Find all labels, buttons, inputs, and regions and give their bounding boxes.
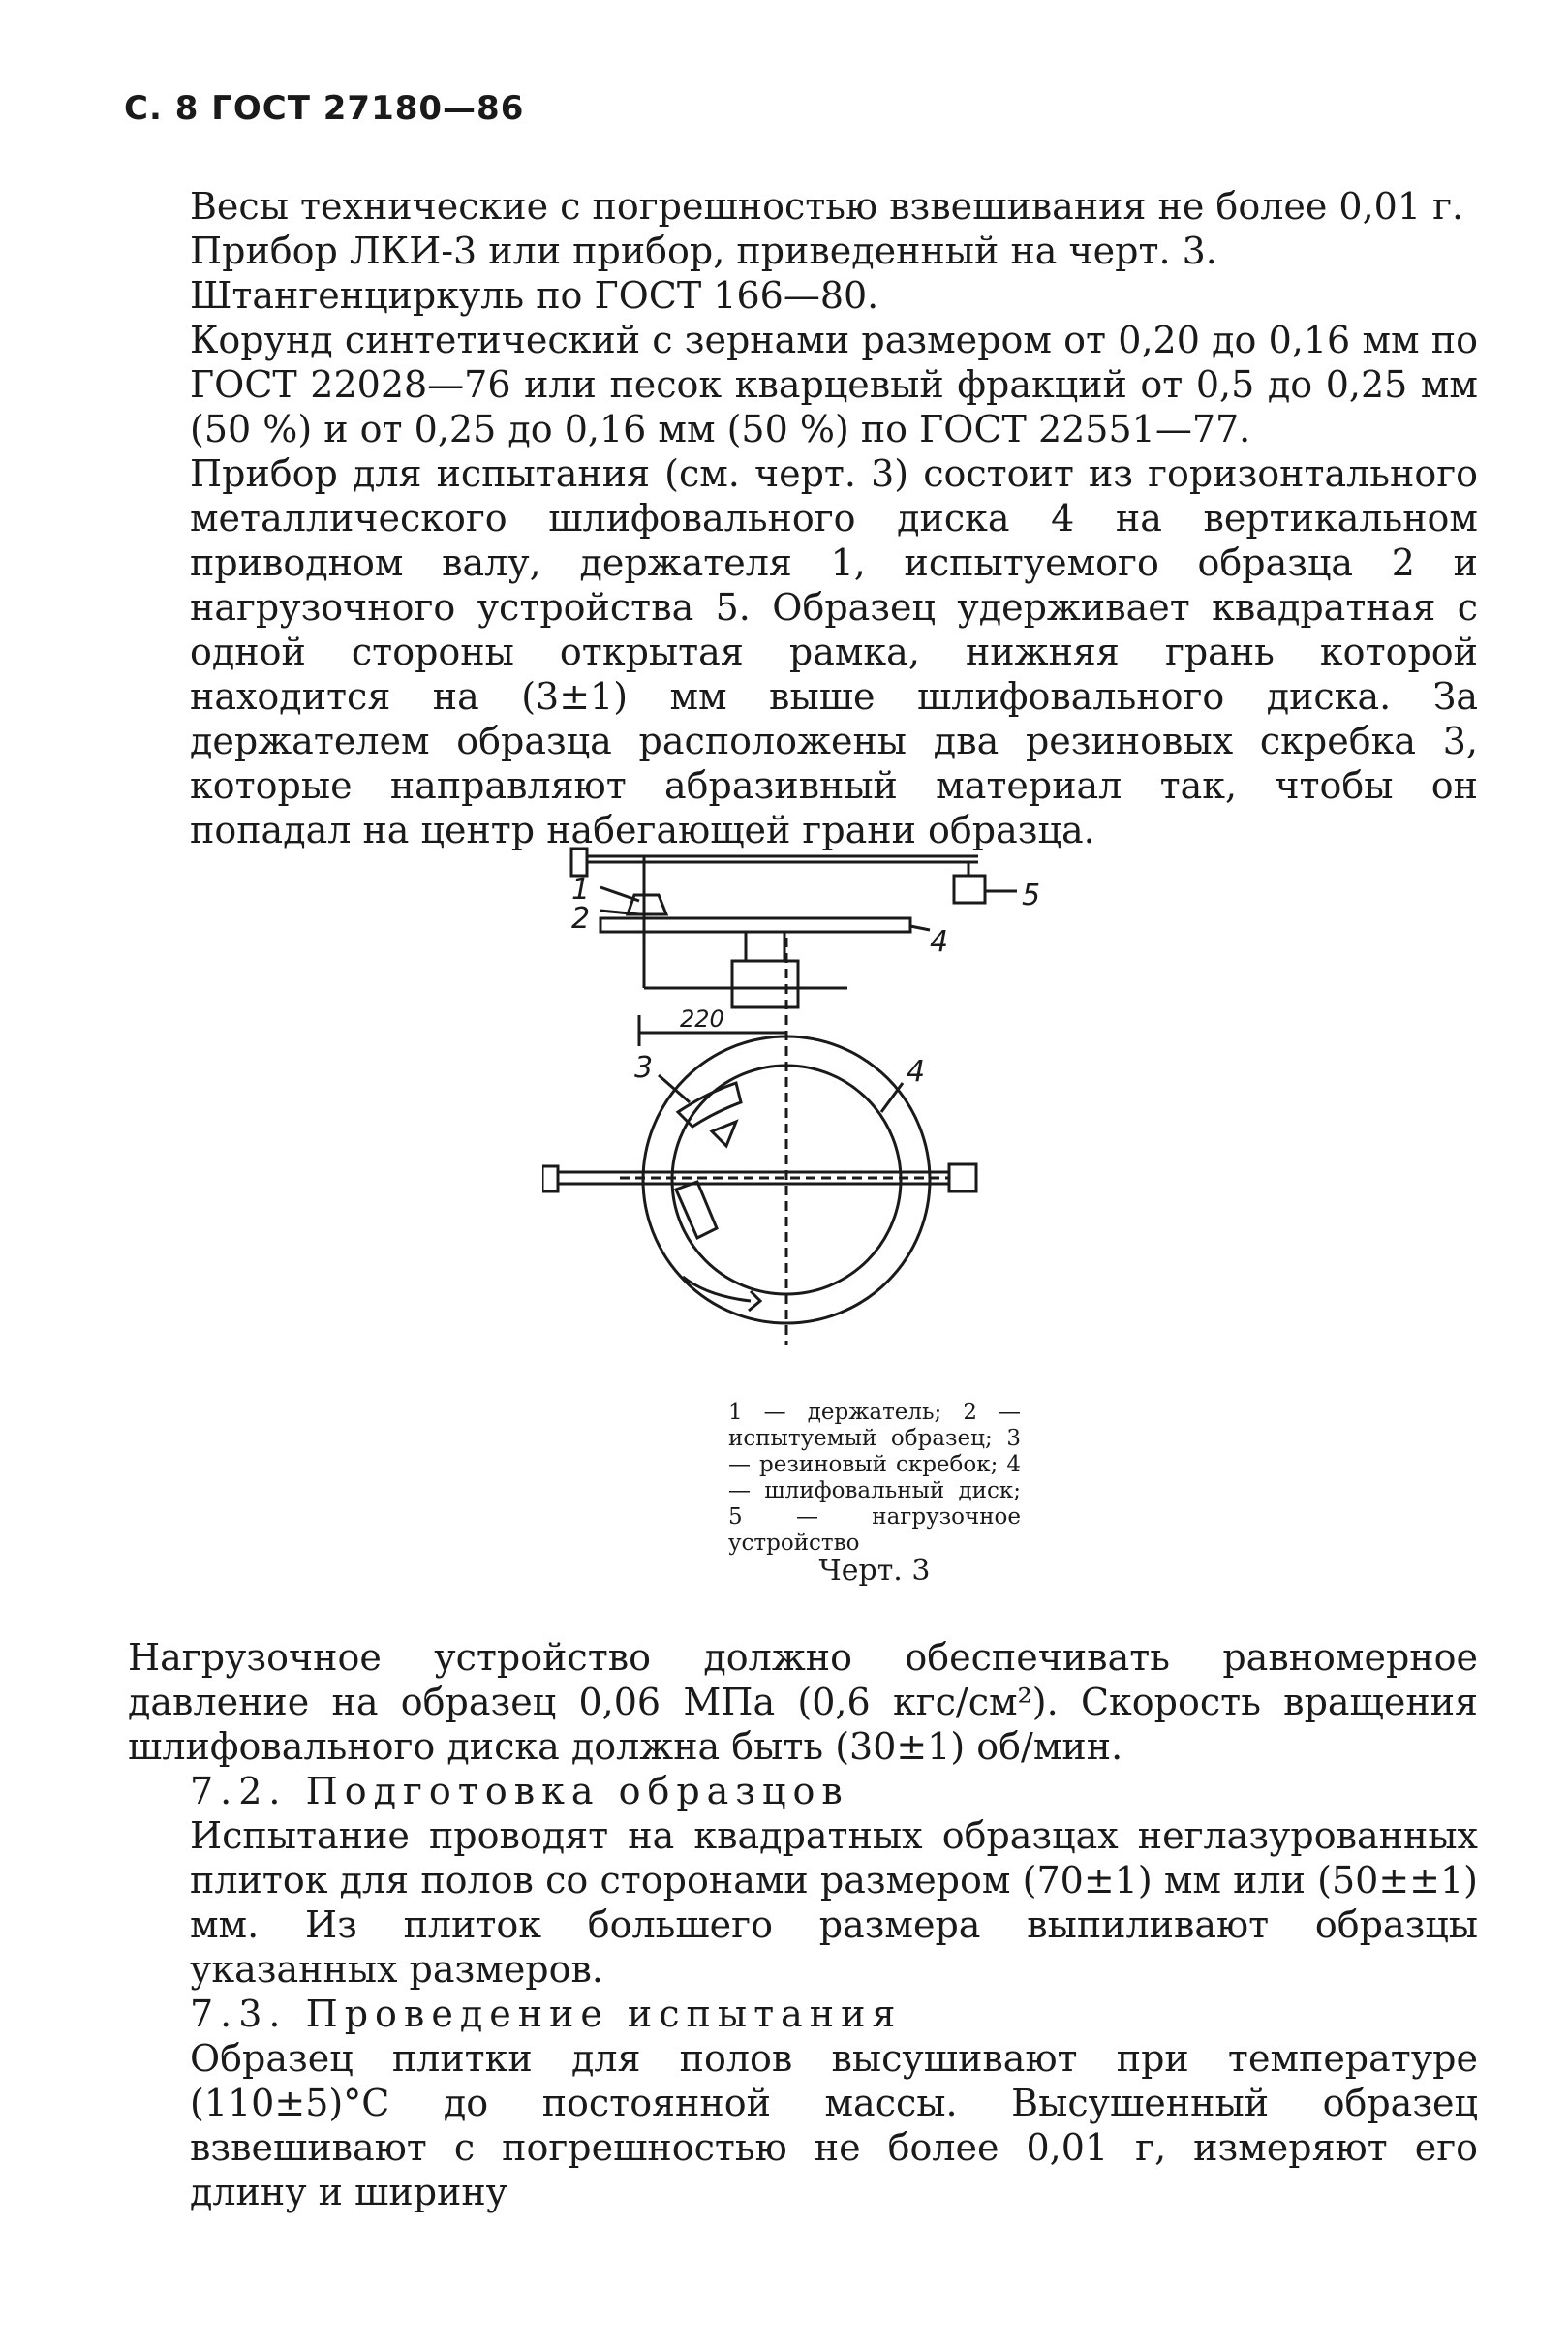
section-7-3-heading: 7.3. Проведение испытания xyxy=(190,1993,903,2035)
label-2: 2 xyxy=(571,902,591,936)
leader-4-plan xyxy=(881,1083,903,1112)
figure-caption: 1 — держатель; 2 — испытуемый образец; 3 — резиновый скребок; 4 — шлифовальный диск; 5 — нагрузочное устройство xyxy=(728,1400,1021,1556)
text-block-bottom xyxy=(128,1635,1478,2214)
leader-4-top xyxy=(910,926,930,930)
paragraph-caliper: Штангенциркуль по ГОСТ 166—80. xyxy=(190,274,879,317)
weight-box xyxy=(954,876,985,903)
figure-3-drawing xyxy=(542,821,1085,1441)
grinding-disc-side xyxy=(600,918,910,932)
handwheel-top-left xyxy=(571,849,587,876)
paragraph-7-2: Испытание проводят на квадратных образцах неглазурованных плиток для полов со сторонами размером (70±1) мм или (50±±1) мм. Из плиток большего размера выпиливают образцы указанных размеров. xyxy=(190,1814,1478,1991)
drive-shaft xyxy=(746,932,784,961)
handwheel-plan xyxy=(542,1166,558,1191)
label-1: 1 xyxy=(571,873,591,907)
drive-motor xyxy=(732,961,798,1007)
dimension-220: 220 xyxy=(680,1005,724,1033)
paragraph-7-3: Образец плитки для полов высушивают при температуре (110±5)°С до постоянной массы. Высушенный образец взвешивают с погрешностью не более 0,01 г, измеряют его длину и ширину xyxy=(190,2037,1478,2213)
paragraph-apparatus: Прибор для испытания (см. черт. 3) состоит из горизонтального металлического шлифовального диска 4 на вертикальном приводном валу, держателя 1, испытуемого образца 2 и нагрузочного устройства 5. Образец удерживает квадратная с одной стороны открытая рамка, нижняя грань которой находится на (3±1) мм выше шлифовального диска. За держателем образца расположены два резиновых скребка 3, которые направляют абразивный материал так, чтобы он попадал на центр набегающей грани образца. xyxy=(190,452,1478,851)
paragraph-device: Прибор ЛКИ-3 или прибор, приведенный на черт. 3. xyxy=(190,230,1217,272)
label-4-plan: 4 xyxy=(907,1055,926,1089)
label-4-top: 4 xyxy=(930,925,949,959)
label-3: 3 xyxy=(634,1051,654,1085)
scraper-inner xyxy=(712,1122,736,1146)
text-block-top xyxy=(190,184,1478,852)
leader-2 xyxy=(600,911,639,914)
paragraph-scales: Весы технические с погрешностью взвешивания не более 0,01 г. xyxy=(190,185,1464,228)
paragraph-load-device: Нагрузочное устройство должно обеспечивать равномерное давление на образец 0,06 МПа (0,6 кгс/см²). Скорость вращения шлифовального диска должна быть (30±1) об/мин. xyxy=(128,1636,1478,1768)
plan-weight xyxy=(949,1164,976,1191)
figure-title: Черт. 3 xyxy=(818,1554,931,1588)
scraper-outer xyxy=(678,1083,741,1127)
page-header: С. 8 ГОСТ 27180—86 xyxy=(124,89,525,128)
section-7-2-heading: 7.2. Подготовка образцов xyxy=(190,1770,849,1812)
paragraph-corundum: Корунд синтетический с зернами размером от 0,20 до 0,16 мм по ГОСТ 22028—76 или песок кварцевый фракций от 0,5 до 0,25 мм (50 %) и от 0,25 до 0,16 мм (50 %) по ГОСТ 22551—77. xyxy=(190,319,1478,450)
label-5: 5 xyxy=(1022,879,1041,912)
